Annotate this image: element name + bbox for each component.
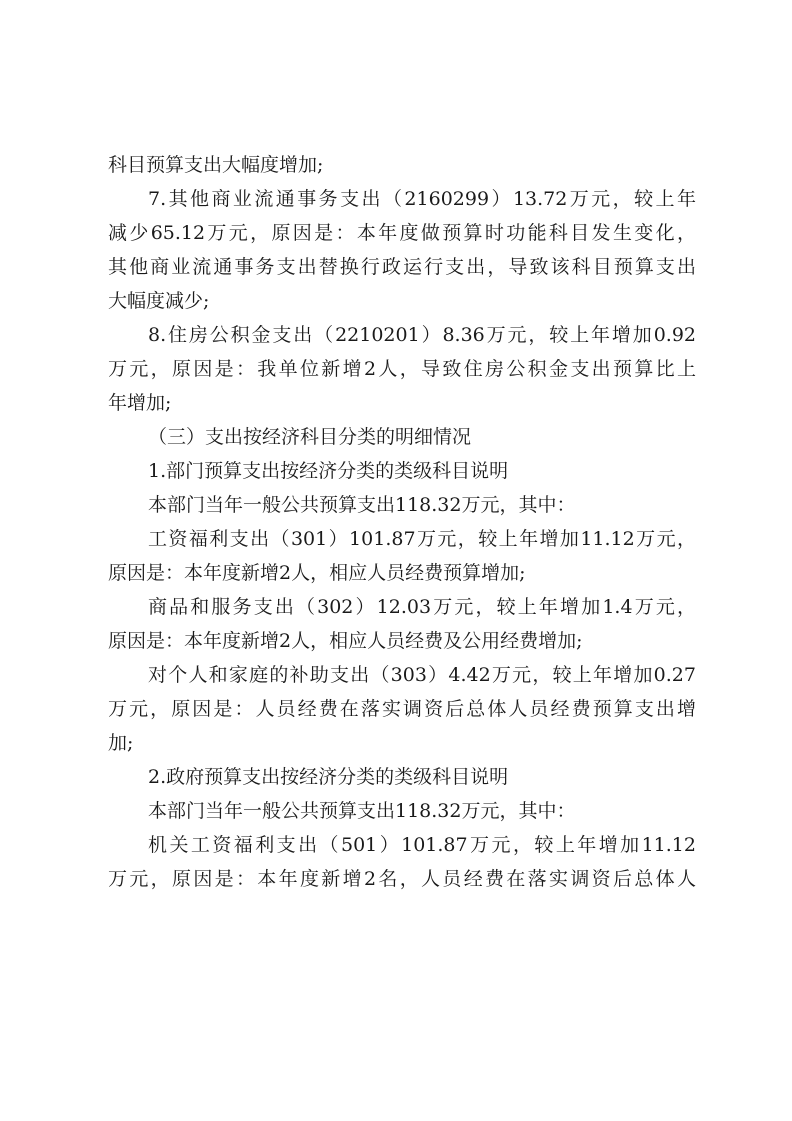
text-line: 本部门当年一般公共预算支出118.32万元，其中： (148, 800, 576, 822)
text-line: 万元，原因是：我单位新增2人，导致住房公积金支出预算比上 (108, 358, 696, 380)
text-line: 其他商业流通事务支出替换行政运行支出，导致该科目预算支出 (108, 256, 696, 278)
text-line: 年增加; (108, 392, 172, 414)
paragraph-item-8: 8.住房公积金支出（2210201）8.36万元，较上年增加0.92 (148, 324, 696, 346)
paragraph-item-7: 7.其他商业流通事务支出（2160299）13.72万元，较上年 (148, 188, 696, 210)
text-line: 机关工资福利支出（501）101.87万元，较上年增加11.12 (148, 834, 696, 856)
section-heading: （三）支出按经济科目分类的明细情况 (148, 426, 472, 448)
subsection-heading-2: 2.政府预算支出按经济分类的类级科目说明 (148, 766, 509, 788)
text-line: 科目预算支出大幅度增加; (108, 154, 324, 176)
text-line: 商品和服务支出（302）12.03万元，较上年增加1.4万元， (148, 596, 696, 618)
text-line: 减少65.12万元，原因是：本年度做预算时功能科目发生变化， (108, 222, 696, 244)
body-text (108, 148, 696, 896)
subsection-heading-1: 1.部门预算支出按经济分类的类级科目说明 (148, 460, 509, 482)
text-line: 本部门当年一般公共预算支出118.32万元，其中： (148, 494, 576, 516)
text-line: 万元，原因是：本年度新增2名，人员经费在落实调资后总体人 (108, 868, 696, 890)
text-line: 对个人和家庭的补助支出（303）4.42万元，较上年增加0.27 (148, 664, 696, 686)
text-line: 工资福利支出（301）101.87万元，较上年增加11.12万元， (148, 528, 696, 550)
text-line: 大幅度减少; (108, 290, 210, 312)
text-line: 原因是：本年度新增2人，相应人员经费及公用经费增加; (108, 630, 583, 652)
text-line: 加; (108, 732, 134, 754)
text-line: 原因是：本年度新增2人，相应人员经费预算增加; (108, 562, 526, 584)
text-line: 万元，原因是：人员经费在落实调资后总体人员经费预算支出增 (108, 698, 696, 720)
